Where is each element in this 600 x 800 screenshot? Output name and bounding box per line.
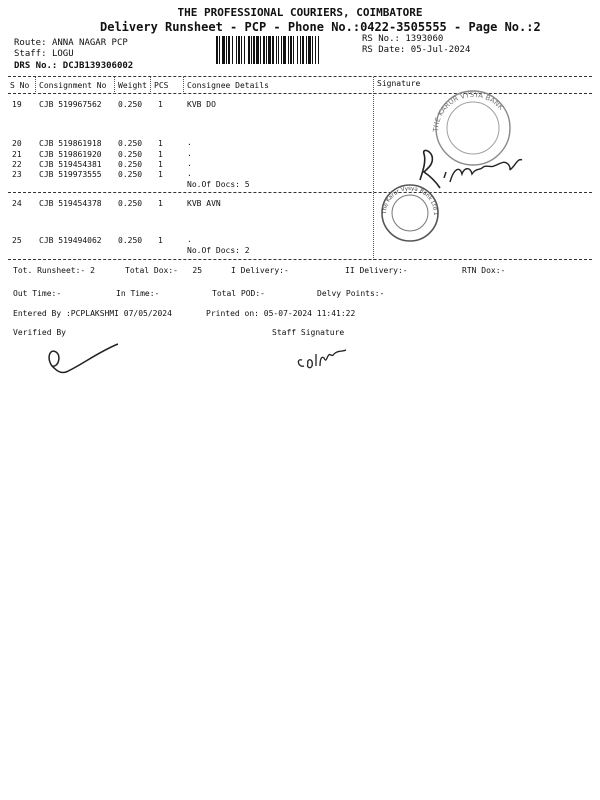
- docs-count: No.Of Docs: 2: [187, 246, 250, 255]
- row-details: KVB AVN: [187, 199, 221, 208]
- stamp2-text: The Karur Vysya Bank Ltd 1: [381, 185, 439, 216]
- barcode-bar: [283, 36, 286, 64]
- col-sep: [35, 77, 36, 94]
- row-pcs: 1: [158, 160, 163, 169]
- barcode-bar: [244, 36, 245, 64]
- docs-count: No.Of Docs: 5: [187, 180, 250, 189]
- staff-signature-label: Staff Signature: [272, 328, 345, 337]
- route-row: [14, 38, 128, 48]
- col-sep: [114, 77, 115, 94]
- barcode-bar: [293, 36, 294, 64]
- verified-by-label: Verified By: [13, 328, 66, 337]
- barcode-bar: [278, 36, 279, 64]
- row-pcs: 1: [158, 139, 163, 148]
- drs-value: DCJB139306002: [62, 61, 134, 71]
- rs-date-row: [362, 45, 470, 55]
- barcode-bar: [281, 36, 282, 64]
- barcode-bar: [251, 36, 252, 64]
- barcode-bar: [219, 36, 220, 64]
- barcode-bar: [276, 36, 277, 64]
- i-delivery: I Delivery:-: [231, 266, 289, 275]
- row-weight: 0.250: [118, 199, 143, 208]
- barcode-bar: [228, 36, 230, 64]
- barcode-bar: [256, 36, 259, 64]
- company-title: THE PROFESSIONAL COURIERS, COIMBATORE: [177, 6, 423, 19]
- table-bottom-rule: [8, 259, 592, 260]
- row-details: .: [187, 159, 192, 168]
- row-details: .: [187, 235, 192, 244]
- delvy-points: Delvy Points:-: [317, 289, 385, 298]
- col-sep: [150, 77, 151, 94]
- out-time: Out Time:-: [13, 289, 62, 298]
- col-sep-signature: [373, 77, 374, 260]
- staff-signature: [292, 340, 352, 374]
- barcode-bar: [300, 36, 301, 64]
- barcode-bar: [263, 36, 265, 64]
- row-consignment: CJB 519861918: [39, 139, 102, 148]
- branch-seal-stamp: [376, 182, 444, 244]
- drs-label: DRS No.:: [14, 61, 58, 71]
- rs-no-value: 1393060: [405, 34, 444, 44]
- row-sno: 24: [12, 199, 22, 208]
- barcode-bar: [236, 36, 237, 64]
- col-header-pcs: PCS: [154, 81, 169, 90]
- row-sno: 19: [12, 100, 22, 109]
- barcode-bar: [226, 36, 227, 64]
- barcode-bar: [222, 36, 225, 64]
- row-details: .: [187, 149, 192, 158]
- barcode-bar: [241, 36, 242, 64]
- barcode-bar: [232, 36, 233, 64]
- in-time: In Time:-: [116, 289, 160, 298]
- row-weight: 0.250: [118, 150, 143, 159]
- barcode-bar: [248, 36, 250, 64]
- row-sno: 21: [12, 150, 22, 159]
- row-sno: 23: [12, 170, 22, 179]
- verified-signature: [36, 336, 126, 380]
- row-pcs: 1: [158, 236, 163, 245]
- entered-by: Entered By :PCPLAKSHMI 07/05/2024: [13, 309, 172, 318]
- row-details: KVB DO: [187, 100, 216, 109]
- rs-no-row: [362, 34, 443, 44]
- rs-date-value: 05-Jul-2024: [410, 45, 471, 55]
- runsheet-title: Delivery Runsheet - PCP - Phone No.:0422-3505555 - Page No.:2: [100, 20, 541, 34]
- barcode-bar: [288, 36, 289, 64]
- col-header-weight: Weight: [118, 81, 147, 90]
- barcode-bar: [306, 36, 307, 64]
- barcode-bar: [272, 36, 274, 64]
- row-sno: 22: [12, 160, 22, 169]
- row-consignment: CJB 519861920: [39, 150, 102, 159]
- barcode-bar: [297, 36, 298, 64]
- staff-row: [14, 49, 74, 59]
- barcode-bar: [302, 36, 304, 64]
- route-value: ANNA NAGAR PCP: [51, 38, 128, 48]
- col-header-signature: Signature: [377, 79, 421, 88]
- route-label: Route:: [14, 38, 47, 48]
- barcode-bar: [268, 36, 271, 64]
- col-header-consignment: Consignment No: [39, 81, 107, 90]
- barcode-bar: [315, 36, 316, 64]
- col-sep: [183, 77, 184, 94]
- row-consignment: CJB 519454381: [39, 160, 102, 169]
- row-sno: 25: [12, 236, 22, 245]
- col-header-sno: S No: [10, 81, 30, 90]
- row-consignment: CJB 519967562: [39, 100, 102, 109]
- printed-on: Printed on: 05-07-2024 11:41:22: [206, 309, 356, 318]
- barcode-bar: [260, 36, 261, 64]
- row-weight: 0.250: [118, 160, 143, 169]
- row-consignment: CJB 519454378: [39, 199, 102, 208]
- row-weight: 0.250: [118, 170, 143, 179]
- rtn-dox: RTN Dox:-: [462, 266, 506, 275]
- barcode-bar: [253, 36, 255, 64]
- row-details: .: [187, 138, 192, 147]
- rs-date-label: RS Date:: [362, 45, 406, 55]
- staff-value: LOGU: [51, 49, 74, 59]
- row-pcs: 1: [158, 170, 163, 179]
- stamp1-text: THE KARUR VYSYA BANK: [431, 90, 505, 133]
- rs-no-label: RS No.:: [362, 34, 400, 44]
- row-consignment: CJB 519973555: [39, 170, 102, 179]
- ii-delivery: II Delivery:-: [345, 266, 408, 275]
- row-details: .: [187, 169, 192, 178]
- col-header-consignee: Consignee Details: [187, 81, 269, 90]
- table-top-rule: [8, 76, 592, 77]
- row-consignment: CJB 519494062: [39, 236, 102, 245]
- barcode-bar: [318, 36, 319, 64]
- row-sno: 20: [12, 139, 22, 148]
- barcode-bar: [290, 36, 292, 64]
- barcode: [216, 36, 354, 64]
- barcode-bar: [266, 36, 267, 64]
- staff-label: Staff:: [14, 49, 47, 59]
- barcode-bar: [238, 36, 240, 64]
- total-dox: Total Dox:- 25: [125, 266, 203, 275]
- drs-row: [14, 61, 133, 71]
- row-pcs: 1: [158, 100, 163, 109]
- row-pcs: 1: [158, 150, 163, 159]
- total-pod: Total POD:-: [212, 289, 265, 298]
- row-weight: 0.250: [118, 236, 143, 245]
- row-weight: 0.250: [118, 139, 143, 148]
- barcode-bar: [308, 36, 311, 64]
- tot-runsheet: Tot. Runsheet:- 2: [13, 266, 95, 275]
- row-pcs: 1: [158, 199, 163, 208]
- row-weight: 0.250: [118, 100, 143, 109]
- barcode-bar: [216, 36, 218, 64]
- barcode-bar: [312, 36, 313, 64]
